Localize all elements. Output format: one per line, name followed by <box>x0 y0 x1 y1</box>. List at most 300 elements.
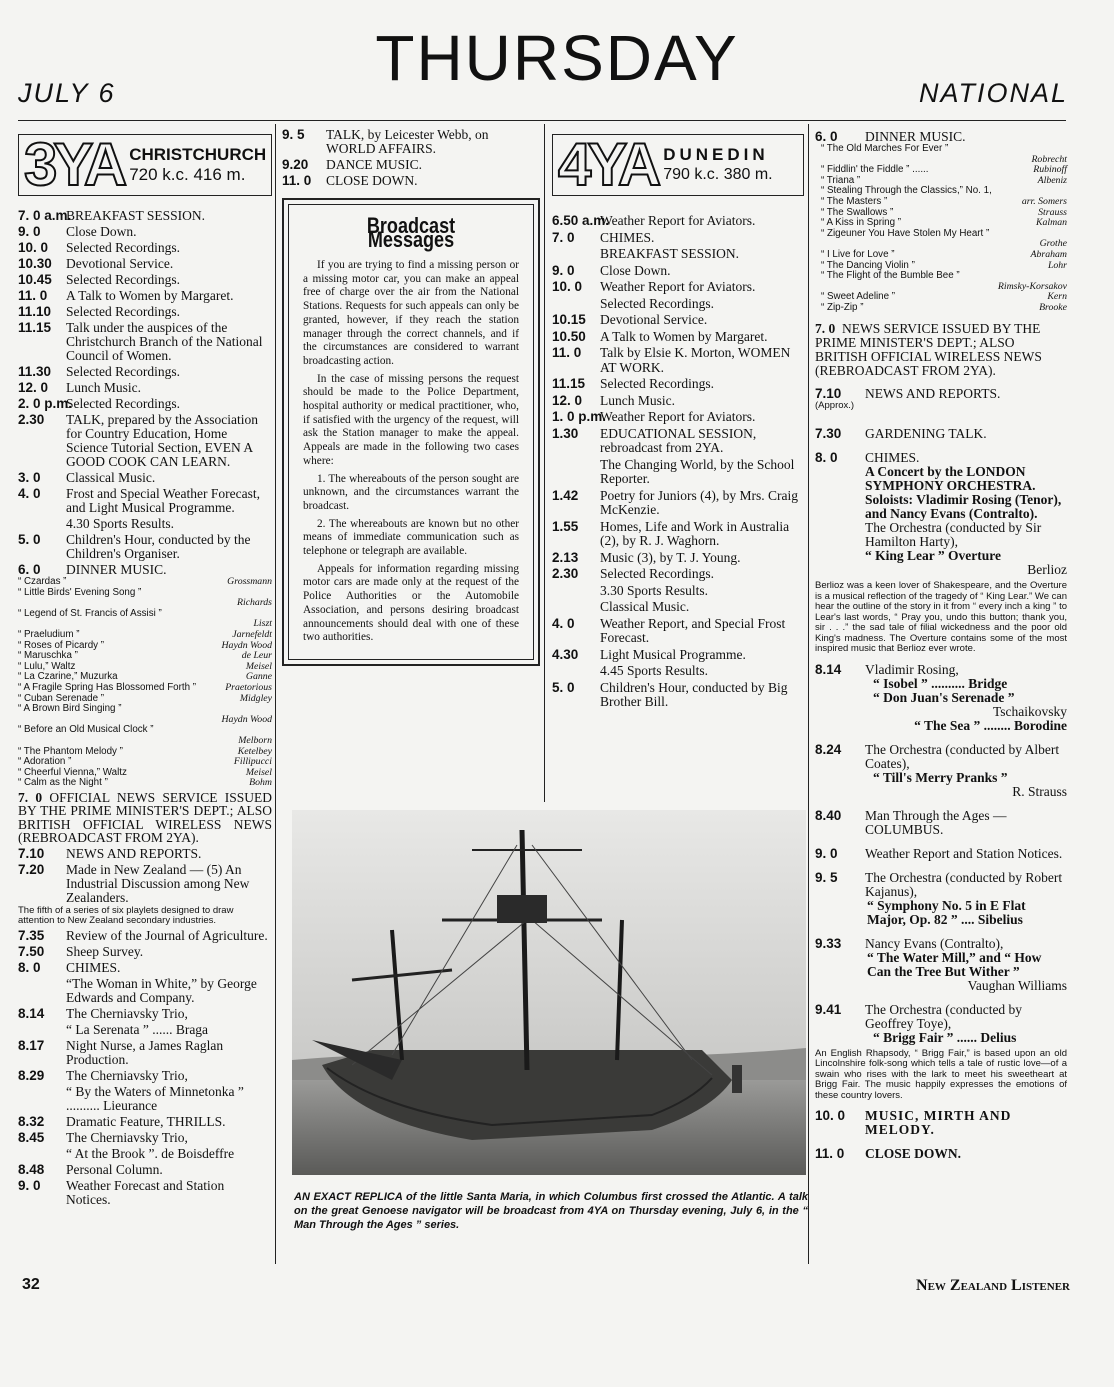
schedule-item <box>18 487 272 515</box>
date-label: JULY 6 <box>18 78 116 108</box>
schedule-text: CLOSE DOWN. <box>326 173 418 188</box>
schedule-item <box>552 584 804 599</box>
music-composer: Strauss <box>1038 206 1067 218</box>
schedule-time: 8.45 <box>18 1129 45 1145</box>
schedule-item <box>552 664 804 679</box>
music-title: “ Little Birds' Evening Song ” <box>18 586 142 598</box>
dinner-music-list <box>18 577 272 789</box>
schedule-item <box>282 158 540 172</box>
schedule-text: “The Woman in White,” by George Edwards and Company. <box>66 975 257 1005</box>
schedule-item <box>18 1115 272 1129</box>
schedule-item <box>18 397 272 411</box>
music-item <box>821 303 1067 314</box>
schedule-text: Selected Recordings. <box>600 295 714 311</box>
music-item <box>18 778 272 789</box>
page-number: 32 <box>22 1276 40 1293</box>
schedule-text: Selected Recordings. <box>66 396 180 411</box>
schedule-text: A Talk to Women by Margaret. <box>600 328 768 344</box>
schedule-item <box>552 280 804 295</box>
schedule-item <box>18 413 272 469</box>
music-composer: Albeniz <box>1037 174 1067 186</box>
schedule-item: 8.40 Man Through the Ages — COLUMBUS. <box>815 807 1007 837</box>
schedule-item: 6. 0 DINNER MUSIC. <box>815 129 966 144</box>
schedule-time: 1.55 <box>552 518 579 534</box>
schedule-text: Frost and Special Weather Forecast, and Light Musical Programme. <box>66 486 260 515</box>
schedule-time: 8.14 <box>18 1005 45 1021</box>
concert-block: A Concert by the LONDON SYMPHONY ORCHESTRA. Soloists: Vladimir Rosing (Tenor), and Nancy Evans (Contralto). The Orchestra (conducted by Sir Hamilton Harty), “ King Lear ” Overture Berlioz <box>865 464 1067 577</box>
schedule-text: The Cherniavsky Trio, <box>66 1005 188 1021</box>
schedule-time: 10.15 <box>552 312 586 327</box>
composer: Vaughan Williams <box>967 977 1067 993</box>
music-composer: Kalman <box>1035 217 1067 229</box>
music-title: “ Calm as the Night ” <box>18 777 108 789</box>
schedule-time: 11.15 <box>552 376 586 391</box>
music-item <box>821 229 1067 240</box>
schedule-item <box>552 264 804 279</box>
network-label: NATIONAL <box>918 78 1068 108</box>
broadcast-messages-box <box>282 198 540 666</box>
schedule-text: Selected Recordings. <box>66 364 180 379</box>
music-composer: Meisel <box>245 766 272 778</box>
music-title: “ La Czarine,” Muzurka <box>18 671 118 683</box>
news-time: 7. 0 <box>18 789 43 805</box>
music-composer: Kern <box>1047 291 1067 303</box>
schedule-text: Light Musical Programme. <box>600 646 746 662</box>
schedule-text: Poetry for Juniors (4), by Mrs. Craig McKenzie. <box>600 487 798 517</box>
music-item <box>18 683 272 694</box>
schedule-time: 11. 0 <box>552 345 582 360</box>
schedule-item <box>552 313 804 328</box>
music-title: “ Roses of Picardy ” <box>18 639 105 651</box>
schedule-time: 12. 0 <box>18 380 49 395</box>
schedule-time: 3. 0 <box>18 470 41 485</box>
schedule-item <box>18 305 272 319</box>
schedule-time: 12. 0 <box>552 392 583 408</box>
music-composer: arr. Somers <box>1021 195 1067 207</box>
schedule-text: Made in New Zealand — (5) An Industrial Discussion among New Zealanders. <box>66 861 250 905</box>
broadcast-paragraph: Appeals for information regarding missing motor cars are made only at the request of the Police Authorities or the Automobile Association, and persons desiring broadcast announcements should deal with one of these two authorities. <box>303 562 519 644</box>
schedule-time: 9. 0 <box>18 224 41 239</box>
music-composer: Bohm <box>249 777 272 789</box>
station-city: CHRISTCHURCH <box>129 145 267 164</box>
music-item <box>18 609 272 620</box>
music-composer: Haydn Wood <box>221 713 272 725</box>
schedule-time: 1.42 <box>552 487 579 503</box>
music-title: “ Sweet Adeline ” <box>821 291 896 303</box>
music-item <box>821 250 1067 261</box>
page-title: THURSDAY <box>375 22 739 94</box>
broadcast-title: Broadcast Messages <box>366 213 456 252</box>
schedule-item <box>18 273 272 287</box>
schedule-item <box>552 297 804 312</box>
schedule-text: EDUCATIONAL SESSION, rebroadcast from 2YA. <box>600 425 757 455</box>
schedule-item <box>552 681 804 710</box>
schedule-time: 11.15 <box>18 320 52 335</box>
music-title: “ Legend of St. Francis of Assisi ” <box>18 607 162 619</box>
work-title: “ Isobel ” .......... Bridge <box>873 675 1008 691</box>
work-title: “ Till's Merry Pranks ” <box>873 769 1008 785</box>
schedule-time: 10. 0 <box>552 279 583 294</box>
schedule-text: NEWS AND REPORTS. <box>66 845 202 861</box>
music-item <box>821 197 1067 208</box>
music-composer: Richards <box>236 597 272 609</box>
schedule-time: 5. 0 <box>552 679 575 695</box>
schedule-item <box>552 520 804 549</box>
schedule-text: DINNER MUSIC. <box>66 562 167 577</box>
music-title: “ I Live for Love ” <box>821 248 895 260</box>
schedule-time: 9. 5 <box>282 127 305 142</box>
news-service <box>18 791 272 845</box>
schedule-item <box>18 945 272 959</box>
schedule-item: 10. 0 MUSIC, MIRTH AND MELODY. <box>815 1108 1012 1137</box>
music-title: “ Cuban Serenade ” <box>18 692 105 704</box>
schedule-text: Music (3), by T. J. Young. <box>600 549 741 565</box>
schedule-time: 4. 0 <box>18 486 41 501</box>
schedule-item <box>552 346 804 375</box>
schedule-time: 7.20 <box>18 861 45 877</box>
schedule-text: Selected Recordings. <box>66 304 180 319</box>
schedule-item: 9.41 The Orchestra (conducted by Geoffrey Toye), <box>815 1001 1023 1031</box>
schedule-time: 10.30 <box>18 256 52 271</box>
schedule-item <box>18 977 272 1005</box>
schedule-text: CHIMES. <box>66 959 121 975</box>
schedule-item <box>18 471 272 485</box>
news-service: 7. 0 NEWS SERVICE ISSUED BY THE PRIME MINISTER'S DEPT.; ALSO BRITISH OFFICIAL WIRELESS NEWS (REBROADCAST FROM 2YA). <box>815 320 1042 378</box>
schedule-text: Review of the Journal of Agriculture. <box>66 927 268 943</box>
schedule-item <box>18 257 272 271</box>
station-city: DUNEDIN <box>663 145 769 164</box>
schedule-item <box>552 458 804 487</box>
music-title: “ Triana ” <box>821 174 861 186</box>
work-title: “ Don Juan's Serenade ” <box>873 689 1015 705</box>
music-composer: Meisel <box>245 660 272 672</box>
schedule-item <box>18 365 272 379</box>
schedule-time: 8.17 <box>18 1037 45 1053</box>
schedule-text: Children's Hour, conducted by the Children's Organiser. <box>66 532 251 561</box>
schedule-text: The Changing World, by the School Reporter. <box>600 456 795 486</box>
music-composer: Haydn Wood <box>221 639 272 651</box>
station-frequency: 720 k.c. 416 m. <box>129 165 246 184</box>
schedule-item <box>552 247 804 262</box>
schedule-text: TALK, prepared by the Association for Country Education, Home Science Tutorial Section, EVEN A GOOD COOK CAN LEARN. <box>66 412 258 469</box>
schedule-text: The Cherniavsky Trio, <box>66 1067 188 1083</box>
schedule-time: 11. 0 <box>282 173 312 188</box>
schedule-time: 10.50 <box>552 328 586 344</box>
schedule-item: 9.33 Nancy Evans (Contralto), <box>815 935 1004 951</box>
schedule-item <box>18 563 272 577</box>
schedule-time: 9. 0 <box>18 1177 41 1193</box>
approx-note: (Approx.) <box>815 399 855 411</box>
schedule-time: 7. 0 a.m. <box>18 208 72 223</box>
station-call: 3YA <box>24 131 124 198</box>
late-list <box>18 929 272 1207</box>
schedule-text: Selected Recordings. <box>66 272 180 287</box>
schedule-item <box>18 209 272 223</box>
schedule-item <box>552 377 804 392</box>
schedule-item <box>18 1023 272 1037</box>
work-title: “ The Sea ” ........ Borodine <box>914 717 1067 733</box>
music-composer: Melborn <box>238 734 272 746</box>
music-title: “ A Fragile Spring Has Blossomed Forth ” <box>18 681 197 693</box>
schedule-time: 1. 0 p.m. <box>552 409 607 424</box>
broadcast-paragraph: In the case of missing persons the request should be made to the Police Department, hospital authority or medical practitioner, who, if satisfied with the urgency of the request, will ask the Station manager to make the appeal. Appeals are made in the following two cases where: <box>303 372 519 467</box>
schedule-item <box>18 1085 272 1113</box>
schedule-item <box>552 231 804 246</box>
schedule-time: 5. 0 <box>18 532 41 547</box>
schedule-text: Weather Report for Aviators. <box>600 409 756 424</box>
music-item <box>821 144 1067 155</box>
schedule-item <box>18 381 272 395</box>
schedule-item <box>18 1069 272 1083</box>
schedule-time: 10. 0 <box>18 240 49 255</box>
schedule-time: 4.30 <box>552 646 579 662</box>
schedule-item <box>18 863 272 905</box>
schedule-text: “ At the Brook ”. de Boisdeffre <box>66 1145 235 1161</box>
music-composer: Lohr <box>1047 259 1067 271</box>
schedule-item: 7.10 NEWS AND REPORTS. <box>815 385 1001 401</box>
music-item <box>18 577 272 588</box>
column-3ya <box>18 126 272 1207</box>
schedule-list-4ya <box>552 214 804 710</box>
schedule-text: Lunch Music. <box>66 380 141 395</box>
music-composer: Brooke <box>1039 301 1067 313</box>
schedule-item <box>18 847 272 861</box>
berlioz-note: Berlioz was a keen lover of Shakespeare, and the Overture is a musical reflection of the tragedy of “ King Lear.” We can hear the outline of the story in it from “ every inch a king ” to Lear's last words, “ Pray you, undo this button; thank you, sir . . .” the sad tale of filial wickedness and the poor old King's madness. The Overture contains some of the most inspired music that Berlioz ever wrote. <box>815 580 1067 654</box>
schedule-text: Talk by Elsie K. Morton, WOMEN AT WORK. <box>600 345 791 375</box>
schedule-item <box>18 1007 272 1021</box>
schedule-text: Selected Recordings. <box>66 240 180 255</box>
music-composer: Midgley <box>239 692 272 704</box>
work-title: “ The Water Mill,” and “ How Can the Tree But Wither ” <box>867 949 1042 979</box>
music-item <box>18 736 272 747</box>
music-composer: Rubinoff <box>1033 164 1067 176</box>
music-title: “ Cheerful Vienna,” Waltz <box>18 766 127 778</box>
schedule-time: 6. 0 <box>18 562 41 577</box>
schedule-item <box>18 1131 272 1145</box>
schedule-item: 8.14 Vladimir Rosing, <box>815 661 959 677</box>
schedule-text: Sheep Survey. <box>66 943 144 959</box>
evening-list <box>18 847 272 905</box>
schedule-text: DANCE MUSIC. <box>326 157 423 172</box>
schedule-item <box>552 567 804 582</box>
schedule-time: 4. 0 <box>552 615 575 631</box>
music-title: “ Maruschka ” <box>18 650 78 662</box>
music-title: “ Zip-Zip ” <box>821 301 864 313</box>
station-logo-3ya <box>18 131 272 198</box>
column-divider <box>544 124 545 802</box>
schedule-time: 1.30 <box>552 425 579 441</box>
schedule-text: Classical Music. <box>600 599 690 614</box>
music-composer: Jarnefeldt <box>232 628 272 640</box>
schedule-time: 8.29 <box>18 1067 45 1083</box>
station-call: 4YA <box>558 131 658 198</box>
schedule-time: 8. 0 <box>18 959 41 975</box>
schedule-time: 11.10 <box>18 304 52 319</box>
schedule-text: Selected Recordings. <box>600 376 714 391</box>
schedule-item: 11. 0 CLOSE DOWN. <box>815 1146 962 1161</box>
column-middle <box>282 126 540 666</box>
schedule-time: 6.50 a.m. <box>552 213 610 228</box>
schedule-item: 9. 0 Weather Report and Station Notices. <box>815 845 1063 861</box>
music-title: “ Praeludium ” <box>18 628 80 640</box>
schedule-text: 4.30 Sports Results. <box>66 516 175 531</box>
schedule-item <box>18 241 272 255</box>
music-title: “ The Phantom Melody ” <box>18 745 123 757</box>
schedule-time: 9.20 <box>282 157 309 172</box>
schedule-item: 9. 5 The Orchestra (conducted by Robert Kajanus), <box>815 869 1063 899</box>
schedule-item <box>552 489 804 518</box>
schedule-text: Weather Report for Aviators. <box>600 279 756 294</box>
schedule-item <box>18 1179 272 1207</box>
music-title: “ Adoration ” <box>18 756 72 768</box>
music-title: “ A Brown Bird Singing ” <box>18 703 122 715</box>
work-title: “ Brigg Fair ” ...... Delius <box>873 1029 1017 1045</box>
photo-caption: AN EXACT REPLICA of the little Santa Maria, in which Columbus first crossed the Atlantic. A talk on the great Genoese navigator will be broadcast from 4YA on Thursday evening, July 6, in the “ Man Through the Ages ” series. <box>294 1191 808 1231</box>
column-divider <box>275 124 276 1264</box>
schedule-time: 7. 0 <box>552 229 575 245</box>
schedule-time: 2.30 <box>552 566 579 581</box>
schedule-item <box>18 225 272 239</box>
schedule-item <box>552 427 804 456</box>
work-title: “ Symphony No. 5 in E Flat Major, Op. 82 ” .... Sibelius <box>867 897 1026 927</box>
schedule-list-3ya <box>18 209 272 577</box>
station-logo-4ya <box>552 131 804 198</box>
schedule-time: 10.45 <box>18 272 52 287</box>
schedule-time: 11. 0 <box>18 288 48 303</box>
schedule-continued <box>282 128 540 188</box>
schedule-text: TALK, by Leicester Webb, on WORLD AFFAIRS. <box>326 127 489 156</box>
schedule-item: 8. 0 CHIMES. <box>815 450 920 465</box>
schedule-text: The Cherniavsky Trio, <box>66 1129 188 1145</box>
schedule-item <box>552 214 804 229</box>
schedule-item <box>18 289 272 303</box>
schedule-item <box>552 394 804 409</box>
schedule-item <box>18 929 272 943</box>
music-title: “ The Flight of the Bumble Bee ” <box>821 270 960 282</box>
schedule-item <box>552 648 804 663</box>
music-composer: Robrecht <box>1031 153 1067 165</box>
ship-image <box>292 810 806 1175</box>
music-title: “ Before an Old Musical Clock ” <box>18 724 154 736</box>
schedule-time: 8.32 <box>18 1113 45 1129</box>
music-composer: Liszt <box>253 618 272 630</box>
schedule-time: 2. 0 p.m. <box>18 396 73 411</box>
schedule-item <box>18 321 272 363</box>
schedule-text: Children's Hour, conducted by Big Brother Bill. <box>600 679 788 709</box>
schedule-text: Weather Report for Aviators. <box>600 213 756 228</box>
schedule-text: Lunch Music. <box>600 392 675 408</box>
schedule-text: Devotional Service. <box>66 256 174 271</box>
music-item <box>18 588 272 599</box>
column-4ya <box>552 126 804 710</box>
schedule-text: Close Down. <box>600 262 671 278</box>
schedule-text: Night Nurse, a James Raglan Production. <box>66 1037 224 1067</box>
schedule-item <box>552 600 804 615</box>
schedule-item <box>18 1147 272 1161</box>
schedule-text: 3.30 Sports Results. <box>600 582 709 598</box>
broadcast-paragraph: 2. The whereabouts are known but no other means of immediate communication such as telephone or telegraph are available. <box>303 517 519 558</box>
schedule-text: Devotional Service. <box>600 312 708 327</box>
news-text: OFFICIAL NEWS SERVICE ISSUED BY THE PRIME MINISTER'S DEPT.; ALSO BRITISH OFFICIAL WIRELESS NEWS (REBROADCAST FROM 2YA). <box>18 789 273 846</box>
schedule-item <box>282 174 540 188</box>
schedule-item <box>552 551 804 566</box>
schedule-item <box>552 410 804 425</box>
music-composer: Ganne <box>245 671 272 683</box>
music-composer: Abraham <box>1030 248 1067 260</box>
schedule-item: 8.24 The Orchestra (conducted by Albert Coates), <box>815 741 1060 771</box>
music-composer: Ketelbey <box>237 745 272 757</box>
music-item <box>18 630 272 641</box>
music-title: “ Fiddlin' the Fiddle ” ...... <box>821 164 929 176</box>
schedule-text: 4.45 Sports Results. <box>600 663 709 678</box>
music-title: “ A Kiss in Spring ” <box>821 217 902 229</box>
schedule-item <box>18 1039 272 1067</box>
music-composer: Grossmann <box>227 576 272 587</box>
schedule-time: 7.50 <box>18 943 45 959</box>
music-title: “ The Dancing Violin ” <box>821 259 915 271</box>
music-title: “ The Old Marches For Ever ” <box>821 143 949 154</box>
schedule-text: Weather Report, and Special Frost Forecast. <box>600 615 786 645</box>
broadcast-paragraph: 1. The whereabouts of the person sought are unknown, and the circumstances warrant the broadcast. <box>303 472 519 512</box>
schedule-item <box>18 1163 272 1177</box>
schedule-text: CHIMES. <box>600 229 655 245</box>
schedule-item <box>18 517 272 531</box>
column-divider <box>808 124 809 1264</box>
music-title: “ Stealing Through the Classics,” No. 1, <box>821 185 992 197</box>
schedule-time: 7.10 <box>18 845 45 861</box>
broadcast-paragraph: If you are trying to find a missing person or a missing motor car, you can make an appeal free of charge over the air from the National Stations. Requests for such appeals can only be granted, however, if they reach the station manager through the correct channels, and if the circumstances are considered to warrant broadcasting action. <box>303 259 519 367</box>
composer: R. Strauss <box>1012 783 1067 799</box>
schedule-text: Close Down. <box>66 224 137 239</box>
schedule-item <box>18 961 272 975</box>
schedule-text: Classical Music. <box>66 470 156 485</box>
schedule-text: “ La Serenata ” ...... Braga <box>66 1021 209 1037</box>
schedule-time: 2.13 <box>552 549 579 565</box>
schedule-text: Selected Recordings. <box>600 566 714 581</box>
music-composer: Grothe <box>1039 238 1067 250</box>
schedule-item <box>552 330 804 345</box>
publication-name: New Zealand Listener <box>916 1277 1070 1294</box>
composer: Tschaikovsky <box>992 703 1067 719</box>
station-frequency: 790 k.c. 380 m. <box>663 166 773 183</box>
schedule-text: “ By the Waters of Minnetonka ” .......... Lieurance <box>66 1083 244 1113</box>
schedule-item: 7.30 GARDENING TALK. <box>815 426 987 441</box>
schedule-text: BREAKFAST SESSION. <box>600 246 740 261</box>
brigg-note: An English Rhapsody, “ Brigg Fair,” is based upon an old Lincolnshire folk-song which tells a tale of rustic love—of a swain who rises with the lark to meet his sweetheart at Brigg Fair. The music happily expresses the emotions of these country lovers. <box>815 1047 1067 1101</box>
music-title: “ The Swallows ” <box>821 206 894 218</box>
schedule-text: BREAKFAST SESSION. <box>66 208 206 223</box>
schedule-item <box>18 533 272 561</box>
music-title: “ Zigeuner You Have Stolen My Heart ” <box>821 227 990 239</box>
broadcast-body <box>303 259 519 645</box>
schedule-text: Talk under the auspices of the Christchurch Branch of the National Council of Women. <box>66 320 263 363</box>
dinner-music-list <box>815 144 1067 314</box>
music-title: “ The Masters ” <box>821 195 888 207</box>
schedule-time: 2.30 <box>18 412 45 427</box>
music-composer: de Leur <box>241 650 272 662</box>
schedule-item <box>282 128 540 156</box>
series-note: The fifth of a series of six playlets designed to draw attention to New Zealand secondary industries. <box>18 904 234 927</box>
music-title: “ Czardas ” <box>18 576 67 587</box>
schedule-item <box>552 617 804 646</box>
header-rule <box>18 120 1066 121</box>
music-composer: Rimsky-Korsakov <box>997 280 1067 292</box>
schedule-text: Personal Column. <box>66 1161 163 1177</box>
schedule-time: 9. 0 <box>552 262 575 278</box>
music-title: “ Lulu,” Waltz <box>18 660 76 672</box>
music-composer: Praetorious <box>225 681 272 693</box>
schedule-text: Dramatic Feature, THRILLS. <box>66 1113 226 1129</box>
